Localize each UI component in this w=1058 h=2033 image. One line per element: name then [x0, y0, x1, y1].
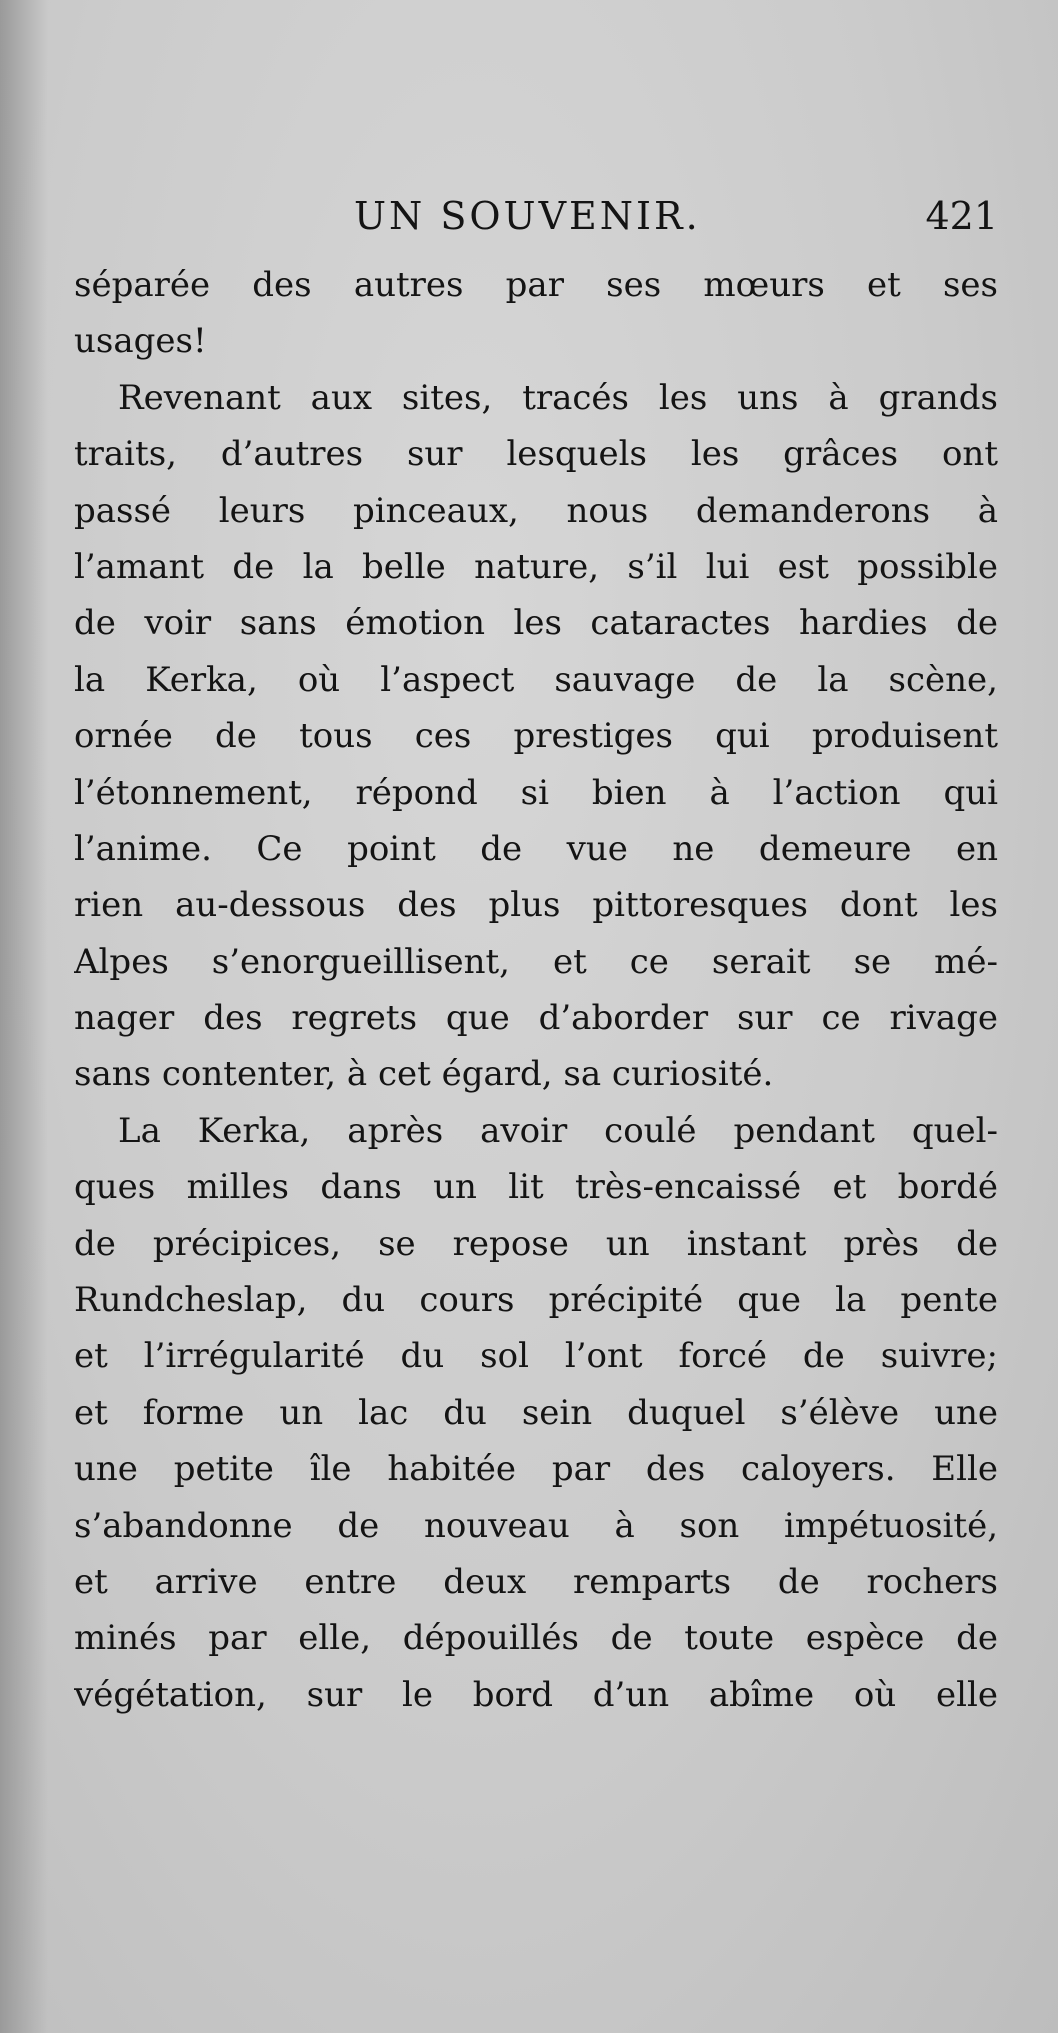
- text-line: végétation, sur le bord d’un abîme où elle: [74, 1674, 998, 1715]
- text-line: ornée de tous ces prestiges qui produisent: [74, 716, 998, 757]
- text-line: l’étonnement, répond si bien à l’action qui: [74, 772, 998, 813]
- text-line: de voir sans émotion les cataractes hardies de: [74, 603, 998, 644]
- running-head: UN SOUVENIR.: [354, 194, 701, 238]
- text-line: de précipices, se repose un instant près de: [74, 1223, 998, 1264]
- text-line: et forme un lac du sein duquel s’élève une: [74, 1392, 998, 1433]
- text-line: l’anime. Ce point de vue ne demeure en: [74, 828, 998, 869]
- text-line: et l’irrégularité du sol l’ont forcé de suivre;: [74, 1336, 998, 1377]
- text-line: la Kerka, où l’aspect sauvage de la scène,: [74, 659, 998, 700]
- text-line: rien au-dessous des plus pittoresques dont les: [74, 885, 998, 926]
- text-line: séparée des autres par ses mœurs et ses: [74, 265, 998, 305]
- text-line: La Kerka, après avoir coulé pendant quel-: [118, 1110, 998, 1151]
- text-line: passé leurs pinceaux, nous demanderons à: [74, 490, 998, 531]
- text-line: nager des regrets que d’aborder sur ce rivage: [74, 998, 998, 1039]
- text-line: minés par elle, dépouillés de toute espèce de: [74, 1618, 998, 1659]
- text-line: ques milles dans un lit très-encaissé et bordé: [74, 1167, 998, 1208]
- text-line: l’amant de la belle nature, s’il lui est possible: [74, 546, 998, 587]
- text-line: s’abandonne de nouveau à son impétuosité,: [74, 1505, 998, 1546]
- text-line: Rundcheslap, du cours précipité que la pente: [74, 1280, 998, 1321]
- text-line: traits, d’autres sur lesquels les grâces ont: [74, 434, 998, 475]
- binding-shadow: [0, 0, 48, 2033]
- page-header: [74, 186, 998, 246]
- text-line: sans contenter, à cet égard, sa curiosité.: [74, 1054, 774, 1095]
- text-line: usages!: [74, 321, 207, 362]
- text-line: Alpes s’enorgueillisent, et ce serait se mé-: [74, 941, 998, 982]
- page-number: 421: [925, 194, 998, 238]
- text-line: une petite île habitée par des caloyers. Elle: [74, 1449, 998, 1490]
- text-line: Revenant aux sites, tracés les uns à grands: [118, 377, 998, 418]
- body-text: [74, 257, 998, 1723]
- text-line: et arrive entre deux remparts de rochers: [74, 1561, 998, 1602]
